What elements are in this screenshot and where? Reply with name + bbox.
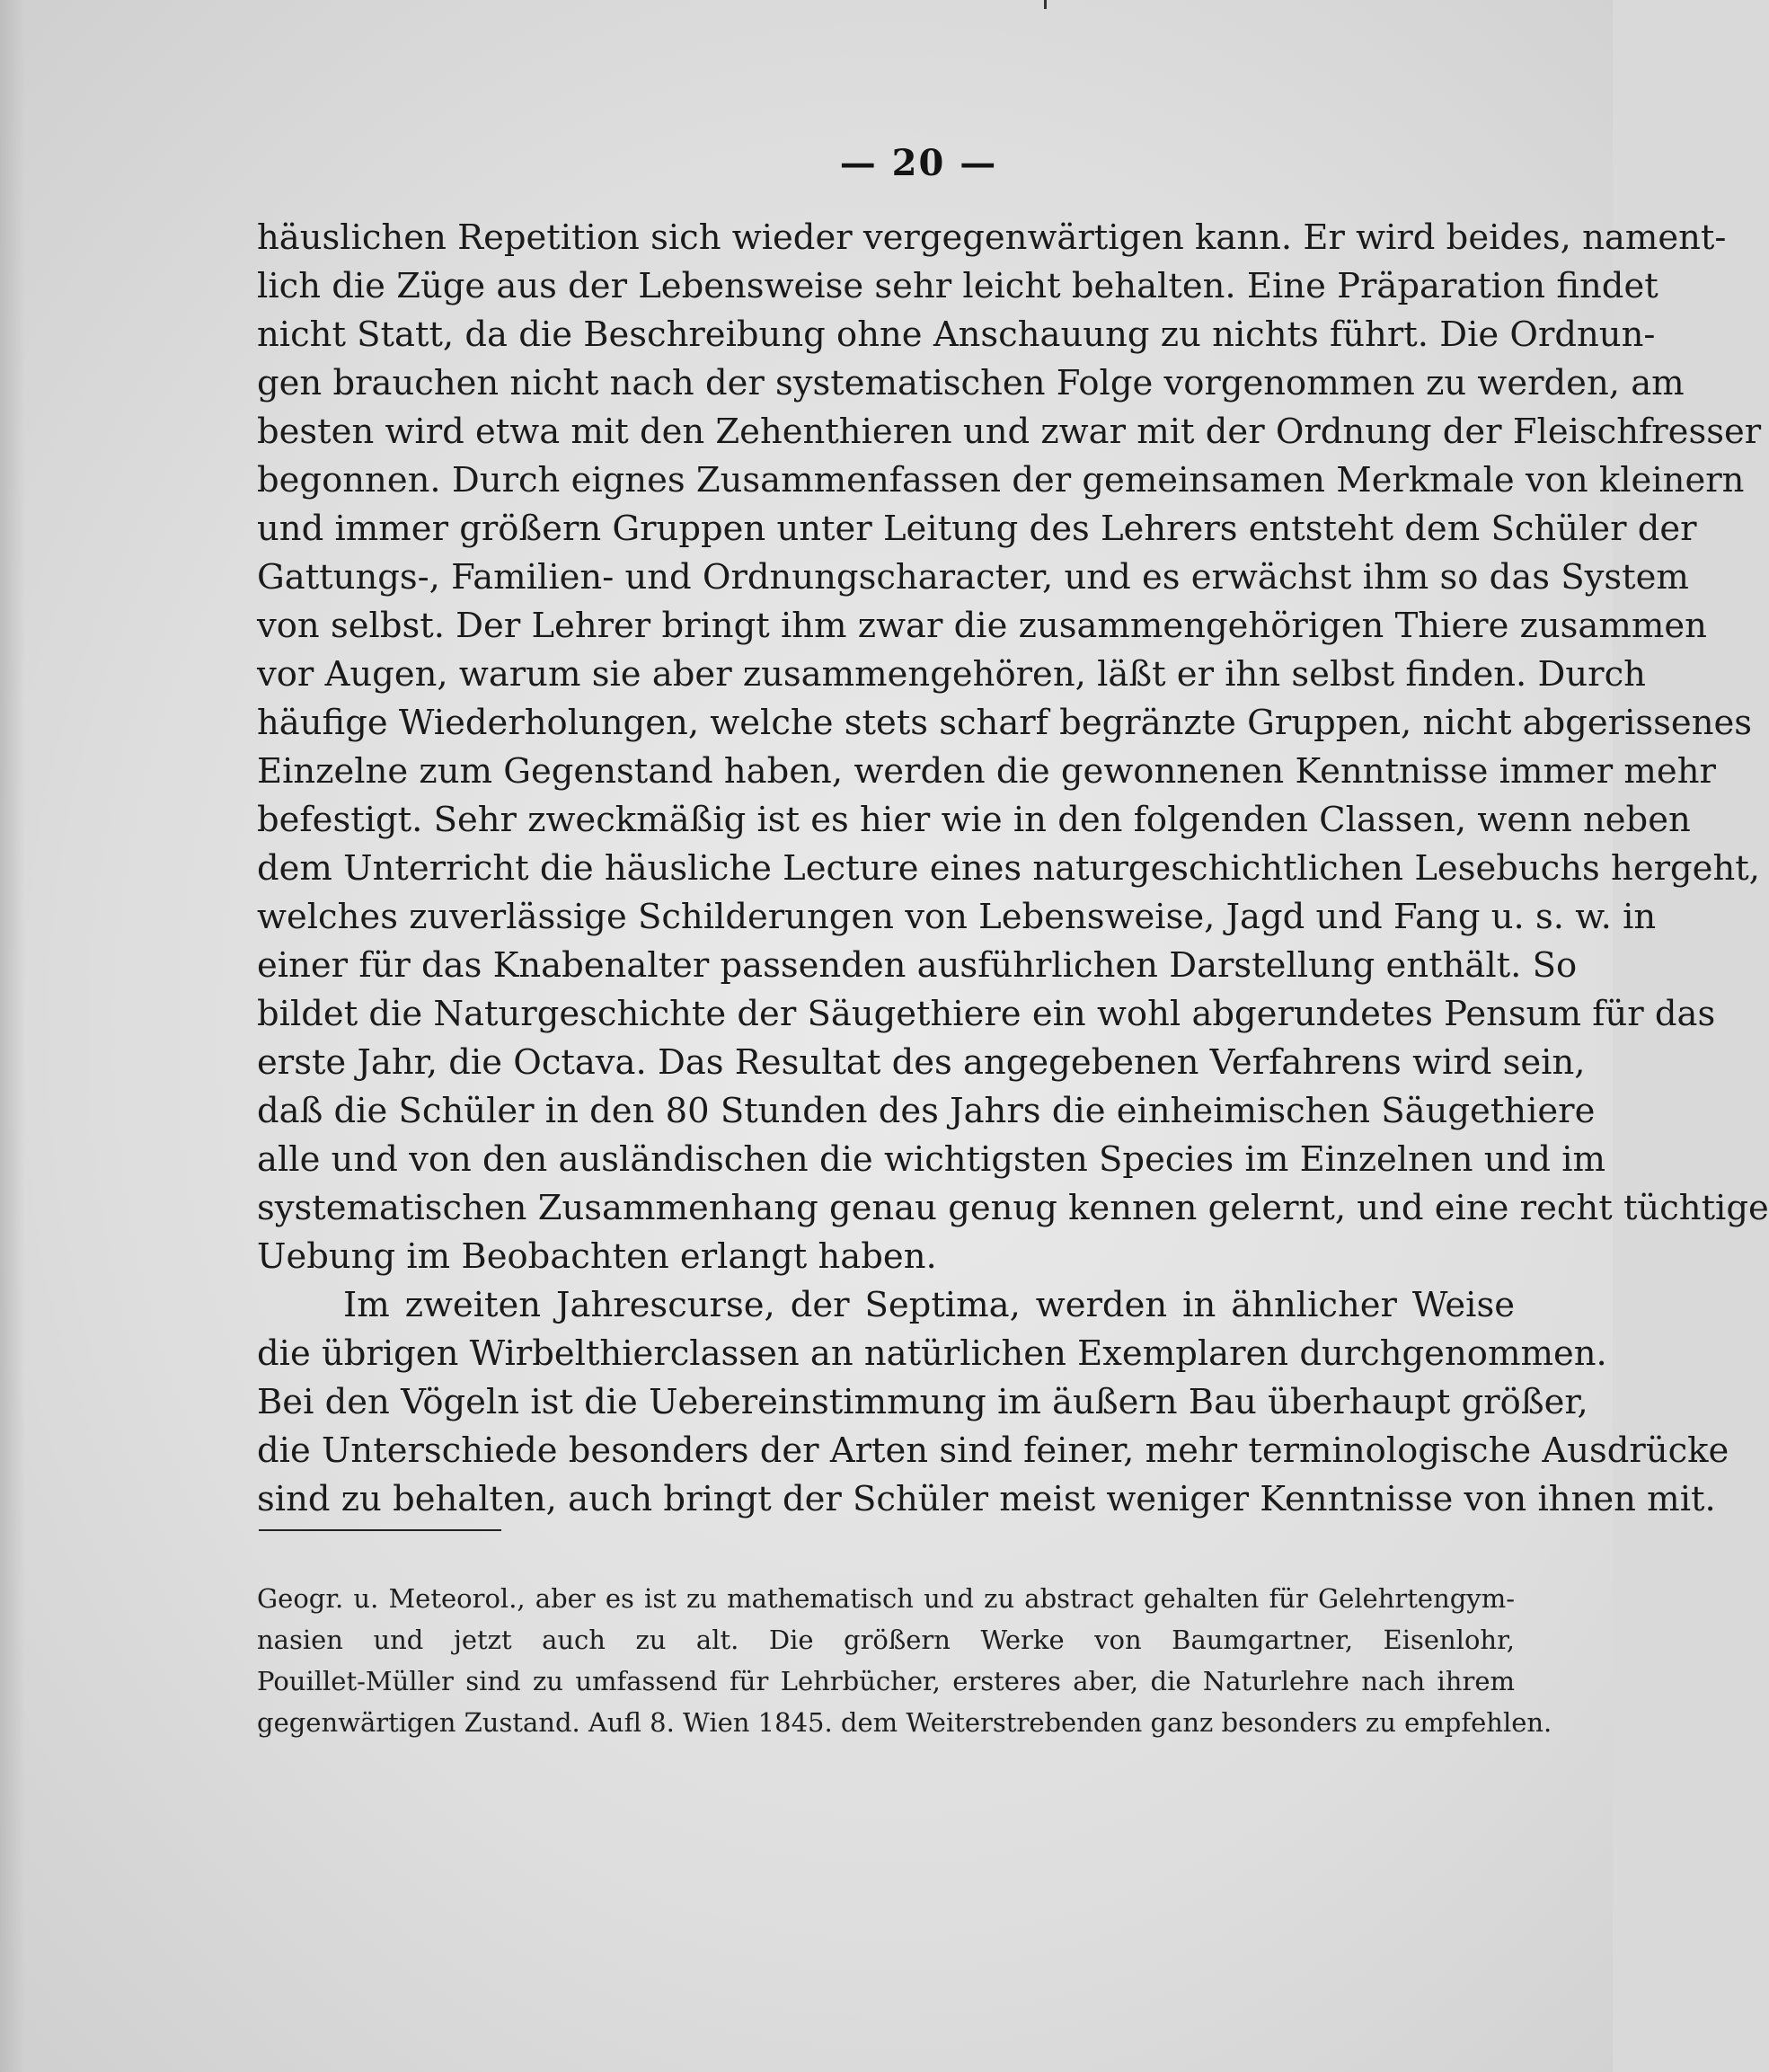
footnote-line: Pouillet-Müller sind zu umfassend für Lehrbücher, ersteres aber, die Naturlehre nach ihrem <box>257 1666 1515 1696</box>
text-line: nicht Statt, da die Beschreibung ohne Anschauung zu nichts führt. Die Ordnun- <box>257 314 1656 355</box>
text-line: und immer größern Gruppen unter Leitung des Lehrers entsteht dem Schüler der <box>257 509 1697 549</box>
text-line: von selbst. Der Lehrer bringt ihm zwar die zusammengehörigen Thiere zusammen <box>257 606 1707 646</box>
text-line: sind zu behalten, auch bringt der Schüler meist weniger Kenntnisse von ihnen mit. <box>257 1479 1716 1519</box>
text-line: welches zuverlässige Schilderungen von Lebensweise, Jagd und Fang u. s. w. in <box>257 897 1657 937</box>
footnote-line: Geogr. u. Meteorol., aber es ist zu mathematisch und zu abstract gehalten für Gelehrtengym- <box>257 1583 1515 1614</box>
text-line: erste Jahr, die Octava. Das Resultat des angegebenen Verfahrens wird sein, <box>257 1042 1586 1083</box>
text-line: lich die Züge aus der Lebensweise sehr leicht behalten. Eine Präparation findet <box>257 266 1658 306</box>
text-line: die übrigen Wirbelthierclassen an natürlichen Exemplaren durchgenommen. <box>257 1333 1607 1374</box>
text-line: gen brauchen nicht nach der systematischen Folge vorgenommen zu werden, am <box>257 363 1685 403</box>
footnote <box>257 1578 1552 1743</box>
text-line: Einzelne zum Gegenstand haben, werden die gewonnenen Kenntnisse immer mehr <box>257 751 1716 792</box>
footnote-line: gegenwärtigen Zustand. Aufl 8. Wien 1845. dem Weiterstrebenden ganz besonders zu empfehlen. <box>257 1707 1552 1738</box>
text-line: daß die Schüler in den 80 Stunden des Jahrs die einheimischen Säugethiere <box>257 1091 1596 1131</box>
text-line: die Unterschiede besonders der Arten sind feiner, mehr terminologische Ausdrücke <box>257 1430 1729 1471</box>
page-edge-shadow <box>0 0 25 2072</box>
text-line: Uebung im Beobachten erlangt haben. <box>257 1236 937 1277</box>
text-line: vor Augen, warum sie aber zusammengehören, läßt er ihn selbst finden. Durch <box>257 654 1646 695</box>
footnote-separator-rule <box>259 1529 501 1531</box>
text-line: häufige Wiederholungen, welche stets scharf begränzte Gruppen, nicht abgerissenes <box>257 703 1753 743</box>
text-line: besten wird etwa mit den Zehenthieren und zwar mit der Ordnung der Fleischfresser <box>257 412 1762 452</box>
text-line: dem Unterricht die häusliche Lecture eines naturgeschichtlichen Lesebuchs hergeht, <box>257 848 1760 889</box>
top-margin-mark <box>1044 0 1047 9</box>
text-line: bildet die Naturgeschichte der Säugethiere ein wohl abgerundetes Pensum für das <box>257 994 1716 1034</box>
body-text <box>257 214 1769 1524</box>
page-number-header <box>0 142 1613 184</box>
text-line: alle und von den ausländischen die wichtigsten Species im Einzelnen und im <box>257 1139 1606 1180</box>
paragraph-first-line: Im zweiten Jahrescurse, der Septima, werden in ähnlicher Weise <box>343 1285 1515 1325</box>
text-line: häuslichen Repetition sich wieder vergegenwärtigen kann. Er wird beides, nament- <box>257 217 1727 258</box>
text-line: systematischen Zusammenhang genau genug kennen gelernt, und eine recht tüchtige <box>257 1188 1769 1228</box>
text-line: begonnen. Durch eignes Zusammenfassen der gemeinsamen Merkmale von kleinern <box>257 460 1745 500</box>
text-line: Gattungs-, Familien- und Ordnungscharacter, und es erwächst ihm so das System <box>257 557 1689 598</box>
text-line: befestigt. Sehr zweckmäßig ist es hier wie in den folgenden Classen, wenn neben <box>257 800 1691 840</box>
text-line: Bei den Vögeln ist die Uebereinstimmung im äußern Bau überhaupt größer, <box>257 1382 1588 1422</box>
text-line: einer für das Knabenalter passenden ausführlichen Darstellung enthält. So <box>257 945 1578 986</box>
page-number: — 20 — <box>839 142 998 184</box>
footnote-line: nasien und jetzt auch zu alt. Die größern Werke von Baumgartner, Eisenlohr, <box>257 1625 1515 1655</box>
